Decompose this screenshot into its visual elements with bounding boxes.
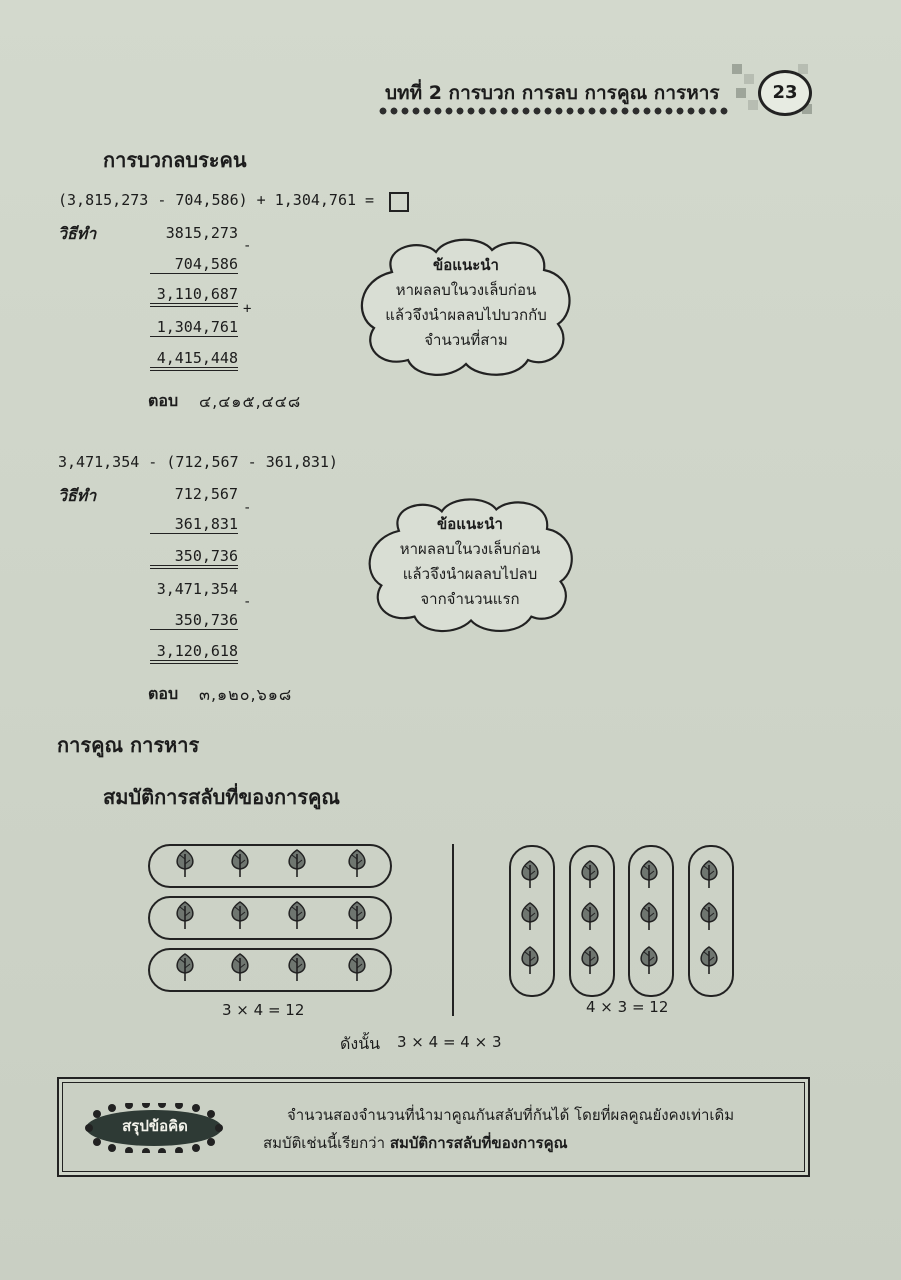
leaf-icon xyxy=(522,903,538,930)
section-heading-multiplication-division: การคูณ การหาร xyxy=(57,733,200,757)
leaf-icon xyxy=(232,954,248,981)
leaf-icon xyxy=(522,947,538,974)
leaf-icon xyxy=(289,902,305,929)
leaf-icon xyxy=(701,947,717,974)
problem2-result: 3,120,618 xyxy=(150,642,238,664)
tip-title: ข้อแนะนำ xyxy=(433,256,499,274)
leaf-icon xyxy=(349,850,365,877)
problem1-answer-label: ตอบ xyxy=(148,391,179,410)
leaf-icon xyxy=(582,903,598,930)
tip-title: ข้อแนะนำ xyxy=(437,515,503,533)
tip-line: แล้วจึงนำผลลบไปบวกกับ xyxy=(385,306,547,324)
summary-line2 xyxy=(263,1131,568,1155)
leaf-icon xyxy=(289,954,305,981)
summary-line2-term: สมบัติการสลับที่ของการคูณ xyxy=(389,1134,568,1152)
problem2-step4: 3,471,354 xyxy=(156,580,238,598)
leaf-icon xyxy=(349,902,365,929)
leaf-icon xyxy=(522,861,538,888)
left-caption: 3 × 4 = 12 xyxy=(222,1001,305,1019)
problem1-minus-sign: - xyxy=(243,238,252,254)
problem1-expression: (3,815,273 - 704,586) + 1,304,761 = xyxy=(58,191,375,209)
problem2-step2: 361,831 xyxy=(150,515,238,534)
summary-line1: จำนวนสองจำนวนที่นำมาคูณกันสลับที่กันได้ โดยที่ผลคูณยังคงเท่าเดิม xyxy=(287,1106,735,1124)
leaf-icon xyxy=(701,903,717,930)
problem1-method-label: วิธีทำ xyxy=(58,224,97,243)
tip-line: จากจำนวนแรก xyxy=(420,590,520,608)
leaf-icon xyxy=(289,850,305,877)
leaf-icon xyxy=(177,902,193,929)
tip-line: จำนวนที่สาม xyxy=(424,331,508,349)
divider-line xyxy=(452,844,454,1016)
leaf-icon xyxy=(232,850,248,877)
tip-line: หาผลลบในวงเล็บก่อน xyxy=(395,281,537,299)
summary-badge-label: สรุปข้อคิด xyxy=(122,1117,188,1135)
chapter-title: บทที่ 2 การบวก การลบ การคูณ การหาร xyxy=(385,82,720,104)
conclusion-equation: 3 × 4 = 4 × 3 xyxy=(397,1033,502,1051)
problem1-step3: 3,110,687 xyxy=(150,285,238,307)
tip-line: หาผลลบในวงเล็บก่อน xyxy=(399,540,541,558)
problem2-step3: 350,736 xyxy=(150,547,238,569)
leaf-icon xyxy=(582,861,598,888)
problem2-minus-sign-2: - xyxy=(243,594,252,610)
right-caption: 4 × 3 = 12 xyxy=(586,998,669,1016)
leaf-icon xyxy=(641,861,657,888)
summary-box xyxy=(57,1077,810,1177)
leaf-icon xyxy=(701,861,717,888)
section-heading-mixed-operations: การบวกลบระคน xyxy=(103,148,247,172)
leaf-icon xyxy=(641,903,657,930)
problem1-answer-value: ๔,๔๑๕,๔๔๘ xyxy=(199,392,302,411)
tip-line: แล้วจึงนำผลลบไปลบ xyxy=(402,565,538,583)
leaf-icon xyxy=(232,902,248,929)
problem2-method-label: วิธีทำ xyxy=(58,486,97,505)
leaf-icon xyxy=(349,954,365,981)
problem2-expression: 3,471,354 - (712,567 - 361,831) xyxy=(58,453,338,471)
problem1-step4: 1,304,761 xyxy=(150,318,238,337)
summary-line2-prefix: สมบัติเช่นนี้เรียกว่า xyxy=(263,1134,386,1152)
leaf-icon xyxy=(582,947,598,974)
problem2-answer-value: ๓,๑๒๐,๖๑๘ xyxy=(199,685,293,704)
subheading-commutative-property: สมบัติการสลับที่ของการคูณ xyxy=(103,785,340,809)
problem1-result: 4,415,448 xyxy=(150,349,238,371)
leaf-icon xyxy=(641,947,657,974)
problem1-step2: 704,586 xyxy=(150,255,238,274)
problem1-plus-sign: + xyxy=(243,301,252,317)
conclusion-prefix: ดังนั้น xyxy=(340,1034,381,1053)
problem2-answer-label: ตอบ xyxy=(148,684,179,703)
page-number: 23 xyxy=(758,70,812,116)
leaf-icon xyxy=(177,954,193,981)
problem2-step1: 712,567 xyxy=(174,485,238,503)
problem2-step5: 350,736 xyxy=(150,611,238,630)
problem1-step1: 3815,273 xyxy=(165,224,238,242)
problem2-minus-sign: - xyxy=(243,500,252,516)
leaf-icon xyxy=(177,850,193,877)
